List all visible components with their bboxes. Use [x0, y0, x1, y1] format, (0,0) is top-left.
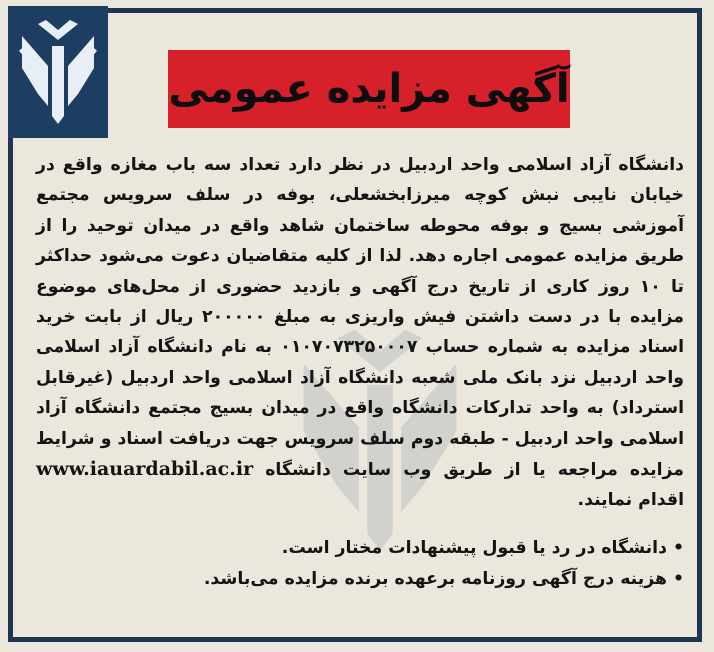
list-item — [36, 564, 684, 595]
bullet-icon: • — [672, 569, 684, 589]
ad-body-main: دانشگاه آزاد اسلامی واحد اردبیل در نظر دارد تعداد سه باب مغازه واقع در خیابان نایبی نبش کوچه میرزابخشعلی، بوفه در سلف سرویس مجتمع آموزشی بسیج و بوفه محوطه ساختمان شاهد واقع در میدان توحید را از طریق مزایده عمومی اجاره دهد. لذا از کلیه متقاضیان دعوت می‌شود حداکثر تا ۱۰ روز کاری از تاریخ درج آگهی و بازدید حضوری از محل‌های موضوع مزایده با در دست داشتن فیش واریزی به مبلغ ۲۰۰۰۰۰ ریال از بابت خرید اسناد مزایده به شماره حساب ۰۱۰۷۰۷۳۲۵۰۰۰۷ به نام دانشگاه آزاد اسلامی واحد اردبیل نزد بانک ملی شعبه دانشگاه آزاد اسلامی واحد اردبیل (غیرقابل استرداد) به واحد تدارکات دانشگاه واقع در میدان بسیج مجتمع دانشگاه آزاد اسلامی واحد اردبیل - طبقه دوم سلف سرویس جهت دریافت اسناد و شرایط مزایده مراجعه یا از طریق وب سایت دانشگاه — [36, 155, 685, 481]
logo-panel — [8, 6, 108, 138]
note-text: دانشگاه در رد یا قبول پیشنهادات مختار است. — [281, 538, 667, 558]
website-link[interactable]: www.iauardabil.ac.ir — [36, 458, 254, 481]
ad-title: آگهی مزایده عمومی — [168, 66, 570, 112]
list-item — [36, 533, 684, 564]
university-logo-icon — [8, 6, 108, 138]
title-banner — [168, 50, 570, 128]
notes-list — [36, 533, 684, 595]
bullet-icon: • — [672, 538, 684, 558]
ad-body — [36, 150, 684, 516]
note-text: هزینه درج آگهی روزنامه برعهده برنده مزایده می‌باشد. — [203, 569, 667, 589]
ad-body-end: اقدام نمایند. — [577, 490, 684, 511]
